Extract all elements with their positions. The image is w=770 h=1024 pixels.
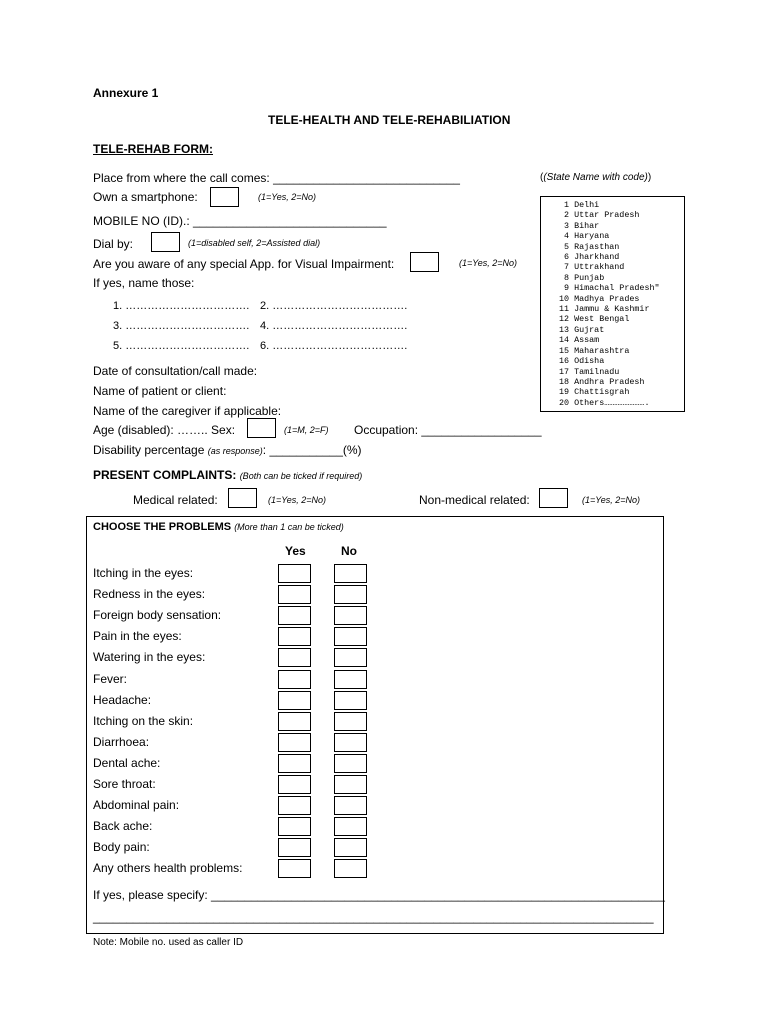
- app-awareness-hint: (1=Yes, 2=No): [459, 258, 518, 268]
- problem-yes-checkbox[interactable]: [278, 733, 311, 752]
- problem-no-checkbox[interactable]: [334, 648, 367, 667]
- problems-note: (More than 1 can be ticked): [234, 522, 344, 532]
- problem-no-checkbox[interactable]: [334, 585, 367, 604]
- problem-no-checkbox[interactable]: [334, 712, 367, 731]
- mobile-field[interactable]: MOBILE NO (ID).: _____________________________: [93, 214, 387, 228]
- nonmedical-related-label: Non-medical related:: [419, 493, 530, 507]
- problem-row: [93, 627, 383, 648]
- problem-no-checkbox[interactable]: [334, 817, 367, 836]
- medical-related-label: Medical related:: [133, 493, 218, 507]
- problem-no-checkbox[interactable]: [334, 670, 367, 689]
- disability-field[interactable]: [93, 443, 362, 457]
- problem-row: [93, 691, 383, 712]
- app-awareness-label: Are you aware of any special App. for Visual Impairment:: [93, 257, 395, 271]
- problem-row: [93, 817, 383, 838]
- problem-yes-checkbox[interactable]: [278, 648, 311, 667]
- sex-hint: (1=M, 2=F): [284, 425, 329, 435]
- problem-label: Body pain:: [93, 840, 150, 855]
- problem-row: [93, 712, 383, 733]
- footer-note: Note: Mobile no. used as caller ID: [93, 937, 244, 948]
- disability-note: (as response): [207, 446, 263, 456]
- specify-field-line2[interactable]: ____________________________________________________________________________________: [93, 910, 654, 924]
- app-entry-2[interactable]: 2. ……………………………….: [260, 300, 408, 312]
- problem-row: [93, 859, 383, 880]
- state-list-item: 19 Chattisgrah: [559, 387, 630, 398]
- state-list-item: 14 Assam: [559, 335, 600, 346]
- problem-yes-checkbox[interactable]: [278, 627, 311, 646]
- place-field[interactable]: Place from where the call comes: ____________________________: [93, 171, 460, 185]
- problem-no-checkbox[interactable]: [334, 838, 367, 857]
- problem-label: Abdominal pain:: [93, 798, 180, 813]
- dial-hint: (1=disabled self, 2=Assisted dial): [188, 238, 321, 248]
- state-list-item: 20 Others…………………….: [559, 397, 650, 408]
- problem-yes-checkbox[interactable]: [278, 817, 311, 836]
- smartphone-label: Own a smartphone:: [93, 190, 198, 204]
- problem-row: [93, 648, 383, 669]
- problem-row: [93, 754, 383, 775]
- problem-yes-checkbox[interactable]: [278, 838, 311, 857]
- problem-label: Back ache:: [93, 819, 153, 834]
- if-yes-label: If yes, name those:: [93, 276, 195, 290]
- no-column-header: No: [341, 544, 357, 558]
- state-list-item: 15 Maharashtra: [559, 345, 630, 356]
- problem-yes-checkbox[interactable]: [278, 564, 311, 583]
- yes-column-header: Yes: [285, 544, 306, 558]
- medical-related-checkbox[interactable]: [228, 488, 257, 508]
- state-list-item: 6 Jharkhand: [559, 252, 620, 263]
- problem-row: [93, 838, 383, 859]
- problem-row: [93, 606, 383, 627]
- problem-no-checkbox[interactable]: [334, 859, 367, 878]
- problem-row: [93, 733, 383, 754]
- state-list-item: 2 Uttar Pradesh: [559, 210, 640, 221]
- problem-yes-checkbox[interactable]: [278, 775, 311, 794]
- state-list-item: 17 Tamilnadu: [559, 366, 620, 377]
- problem-no-checkbox[interactable]: [334, 754, 367, 773]
- problem-no-checkbox[interactable]: [334, 691, 367, 710]
- dial-checkbox[interactable]: [151, 232, 180, 252]
- problem-no-checkbox[interactable]: [334, 775, 367, 794]
- problem-row: [93, 564, 383, 585]
- disability-label: Disability percentage: [93, 443, 205, 457]
- state-list-item: 18 Andhra Pradesh: [559, 376, 645, 387]
- problem-yes-checkbox[interactable]: [278, 606, 311, 625]
- age-sex-label: Age (disabled): …….. Sex:: [93, 423, 236, 437]
- state-list-item: 3 Bihar: [559, 220, 600, 231]
- annexure-label: Annexure 1: [93, 86, 159, 100]
- present-complaints: [93, 468, 362, 482]
- problem-no-checkbox[interactable]: [334, 606, 367, 625]
- app-entry-1[interactable]: 1. …………………………….: [113, 300, 250, 312]
- patient-name-field[interactable]: Name of patient or client:: [93, 384, 227, 398]
- dial-label: Dial by:: [93, 237, 134, 251]
- problem-yes-checkbox[interactable]: [278, 859, 311, 878]
- present-complaints-note: (Both can be ticked if required): [239, 471, 363, 481]
- problem-label: Redness in the eyes:: [93, 587, 206, 602]
- app-entry-6[interactable]: 6. ……………………………….: [260, 340, 408, 352]
- state-note: ((State Name with code)): [540, 172, 652, 183]
- problem-label: Headache:: [93, 692, 152, 707]
- problem-label: Any others health problems:: [93, 861, 243, 876]
- problem-yes-checkbox[interactable]: [278, 796, 311, 815]
- problem-no-checkbox[interactable]: [334, 796, 367, 815]
- problem-label: Sore throat:: [93, 777, 156, 791]
- state-list-item: 1 Delhi: [559, 200, 600, 210]
- problem-label: Itching in the eyes:: [93, 566, 194, 580]
- problems-header: [93, 521, 344, 533]
- state-code-list: [540, 196, 685, 412]
- state-list: [559, 200, 684, 408]
- disability-suffix: : ___________(%): [262, 443, 362, 457]
- problem-no-checkbox[interactable]: [334, 627, 367, 646]
- problem-row: [93, 585, 383, 606]
- problem-row: [93, 670, 383, 691]
- smartphone-hint: (1=Yes, 2=No): [258, 192, 317, 202]
- app-entry-4[interactable]: 4. ……………………………….: [260, 320, 408, 332]
- problem-row: [93, 775, 383, 796]
- nonmedical-related-hint: (1=Yes, 2=No): [582, 495, 641, 505]
- problem-no-checkbox[interactable]: [334, 564, 367, 583]
- state-list-item: 12 West Bengal: [559, 314, 630, 325]
- state-list-item: 5 Rajasthan: [559, 241, 620, 252]
- problem-yes-checkbox[interactable]: [278, 585, 311, 604]
- medical-related-hint: (1=Yes, 2=No): [268, 495, 327, 505]
- problem-label: Watering in the eyes:: [93, 650, 206, 665]
- nonmedical-related-checkbox[interactable]: [539, 488, 568, 508]
- problem-yes-checkbox[interactable]: [278, 754, 311, 773]
- state-note-text: (State Name with code): [543, 172, 648, 183]
- state-list-item: 4 Haryana: [559, 231, 610, 242]
- problem-row: [93, 796, 383, 817]
- problem-yes-checkbox[interactable]: [278, 712, 311, 731]
- app-entry-3[interactable]: 3. …………………………….: [113, 320, 250, 332]
- state-list-item: 10 Madhya Prades: [559, 293, 640, 304]
- consultation-date-field[interactable]: Date of consultation/call made:: [93, 364, 258, 378]
- caregiver-name-field[interactable]: Name of the caregiver if applicable:: [93, 404, 282, 418]
- state-list-item: 7 Uttrakhand: [559, 262, 625, 273]
- problem-no-checkbox[interactable]: [334, 733, 367, 752]
- app-awareness-checkbox[interactable]: [410, 252, 439, 272]
- problem-label: Pain in the eyes:: [93, 629, 182, 644]
- specify-field[interactable]: If yes, please specify: ____________________________________________________________________: [93, 888, 665, 902]
- document-title: TELE-HEALTH AND TELE-REHABILIATION: [268, 113, 511, 127]
- sex-checkbox[interactable]: [247, 418, 276, 438]
- problem-label: Fever:: [93, 671, 128, 686]
- problems-heading: CHOOSE THE PROBLEMS: [93, 521, 232, 533]
- problem-yes-checkbox[interactable]: [278, 691, 311, 710]
- state-list-item: 8 Punjab: [559, 272, 605, 283]
- present-complaints-heading: PRESENT COMPLAINTS:: [93, 468, 237, 482]
- problem-label: Foreign body sensation:: [93, 608, 222, 623]
- form-title: TELE-REHAB FORM:: [93, 142, 213, 156]
- state-list-item: 9 Himachal Pradesh": [559, 283, 660, 294]
- problem-yes-checkbox[interactable]: [278, 670, 311, 689]
- problem-label: Dental ache:: [93, 755, 161, 770]
- state-list-item: 16 Odisha: [559, 356, 605, 367]
- smartphone-checkbox[interactable]: [210, 187, 239, 207]
- problem-label: Itching on the skin:: [93, 713, 194, 728]
- state-list-item: 11 Jammu & Kashmir: [559, 304, 650, 315]
- state-list-item: 13 Gujrat: [559, 324, 605, 335]
- occupation-field[interactable]: Occupation: __________________: [354, 423, 542, 437]
- problem-label: Diarrhoea:: [93, 734, 150, 749]
- app-entry-5[interactable]: 5. …………………………….: [113, 340, 250, 352]
